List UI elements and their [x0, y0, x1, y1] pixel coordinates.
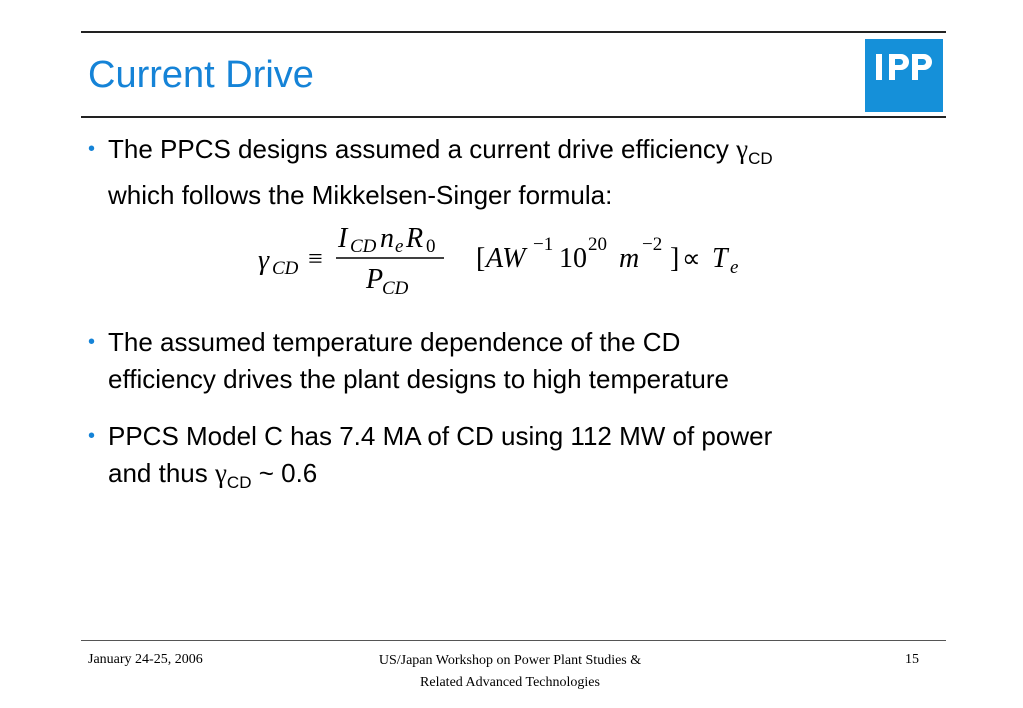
- formula-unit-close: ]: [670, 243, 680, 274]
- formula-num-r-sub: 0: [426, 236, 436, 257]
- formula-den-p: P: [366, 264, 384, 295]
- footer-event-line-1: US/Japan Workshop on Power Plant Studies &: [378, 653, 642, 668]
- formula-proportional: ∝: [682, 244, 701, 273]
- formula-lhs-sub: CD: [272, 258, 299, 279]
- ipp-logo: [865, 39, 943, 112]
- bullet-dot: •: [88, 425, 96, 447]
- formula-num-i-sub: CD: [350, 236, 377, 257]
- bullet-3-text-b: ~ 0.6: [251, 458, 318, 488]
- formula-unit-aw: AW: [486, 243, 526, 274]
- bullet-2-line-2: efficiency drives the plant designs to high temperature: [108, 364, 729, 394]
- bullet-1-line-2: which follows the Mikkelsen-Singer formula:: [108, 180, 613, 210]
- formula-num-n: n: [380, 223, 394, 254]
- bullet-3-line-2: [88, 455, 772, 501]
- formula-equiv: ≡: [308, 244, 323, 273]
- page-number: 15: [905, 652, 919, 667]
- footer-rule: [81, 640, 946, 641]
- title-rule: [81, 116, 946, 118]
- footer-event: [340, 650, 680, 694]
- slide-title: Current Drive: [88, 54, 314, 96]
- bullet-dot: •: [88, 138, 96, 160]
- footer-date: January 24-25, 2006: [88, 652, 203, 667]
- bullet-3-text-a: and thus: [108, 458, 215, 488]
- bullet-2: [88, 324, 729, 398]
- footer-event-line-2: Related Advanced Technologies: [420, 675, 600, 690]
- bullet-2-line-1: The assumed temperature dependence of the CD: [108, 327, 681, 357]
- formula-unit-aw-exp: −1: [533, 234, 554, 255]
- gamma-subscript: CD: [748, 149, 773, 168]
- bullet-3: [88, 418, 772, 501]
- formula-den-p-sub: CD: [382, 278, 409, 299]
- formula-num-i: I: [338, 223, 348, 254]
- formula-unit-10-exp: 20: [588, 234, 607, 255]
- mikkelsen-singer-formula: [250, 220, 760, 310]
- gamma-symbol: γ: [214, 458, 227, 488]
- formula-num-n-sub: e: [395, 236, 404, 257]
- formula-unit-m-exp: −2: [642, 234, 663, 255]
- formula-unit-10: 10: [559, 243, 587, 274]
- gamma-symbol: γ: [736, 134, 749, 164]
- gamma-subscript: CD: [226, 473, 252, 492]
- bullet-1-line-1: [88, 131, 773, 177]
- bullet-dot: •: [88, 331, 96, 353]
- ipp-logo-graphic: [865, 39, 943, 112]
- formula-lhs: γ: [258, 245, 270, 276]
- bullet-3-line-1: PPCS Model C has 7.4 MA of CD using 112 MW of power: [108, 421, 773, 451]
- formula-rhs-t-sub: e: [730, 257, 739, 278]
- bullet-1-text-a: The PPCS designs assumed a current drive efficiency: [108, 134, 737, 164]
- formula-unit-m: m: [619, 243, 640, 274]
- formula-num-r: R: [406, 223, 424, 254]
- formula-graphic: [250, 220, 760, 310]
- bullet-1: [88, 131, 773, 214]
- formula-rhs-t: T: [712, 243, 728, 274]
- formula-unit-open: [: [476, 243, 486, 274]
- top-rule: [81, 31, 946, 33]
